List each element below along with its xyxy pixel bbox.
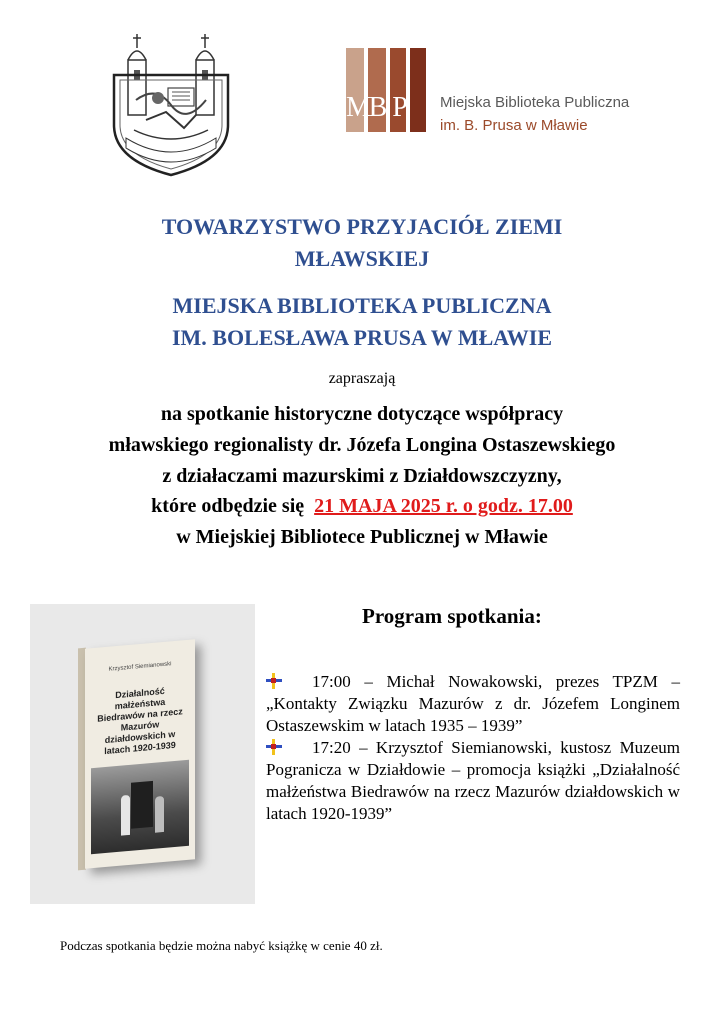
bullet-cross-icon (266, 673, 282, 689)
program-item-text: 17:20 – Krzysztof Siemianowski, kustosz Muzeum Pogranicza w Działdowie – promocja książki „Działalność małżeństwa Biedrawów na rzecz Mazurów działdowskich w latach 1920-1939” (266, 738, 680, 823)
program-item-text: 17:00 – Michał Nowakowski, prezes TPZM – „Kontakty Związku Mazurów z dr. Józefem Longinem Ostaszewskim w latach 1935 – 1939” (266, 672, 680, 735)
library-name-line1: Miejska Biblioteka Publiczna (440, 94, 630, 111)
mbp-letter-m: M (346, 92, 371, 123)
book-author: Krzysztof Siemianowski (108, 661, 172, 673)
program-item (266, 737, 680, 825)
event-line5: w Miejskiej Bibliotece Publicznej w Mławie (176, 526, 548, 548)
event-line1: na spotkanie historyczne dotyczące współpracy (160, 403, 564, 425)
book-cover-image (30, 604, 255, 904)
program-title: Program spotkania: (362, 604, 542, 628)
book-title: Działalność małżeństwa Biedrawów na rzecz Mazurów działdowskich w latach 1920-1939 (97, 685, 183, 757)
book-photo (91, 760, 189, 855)
program-item (266, 671, 680, 737)
event-line4-prefix: które odbędzie się (151, 495, 305, 517)
event-line2: mławskiego regionalisty dr. Józefa Longina Ostaszewskiego (108, 434, 616, 456)
invite-text: zapraszają (328, 370, 396, 387)
event-line4 (0, 495, 724, 518)
mbp-logo-letters (346, 48, 426, 132)
mbp-letter-p: P (392, 92, 408, 123)
library-name-line2: im. B. Prusa w Mławie (440, 117, 588, 134)
crest-icon (106, 30, 236, 180)
bullet-cross-icon (266, 739, 282, 755)
organizer-2-line1: MIEJSKA BIBLIOTEKA PUBLICZNA (172, 293, 552, 318)
footer-note: Podczas spotkania będzie można nabyć książkę w cenie 40 zł. (60, 938, 383, 953)
organizer-1-line2: MŁAWSKIEJ (294, 246, 430, 271)
tpzm-crest-logo (106, 30, 236, 180)
organizer-1-line1: TOWARZYSTWO PRZYJACIÓŁ ZIEMI (161, 214, 563, 239)
event-line3: z działaczami mazurskimi z Działdowszczyzny, (162, 465, 562, 487)
organizer-2-line2: IM. BOLESŁAWA PRUSA W MŁAWIE (171, 325, 552, 350)
book-cover (85, 639, 195, 869)
mbp-letter-b: B (368, 92, 388, 123)
event-date-time: 21 MAJA 2025 r. o godz. 17.00 (314, 495, 573, 517)
